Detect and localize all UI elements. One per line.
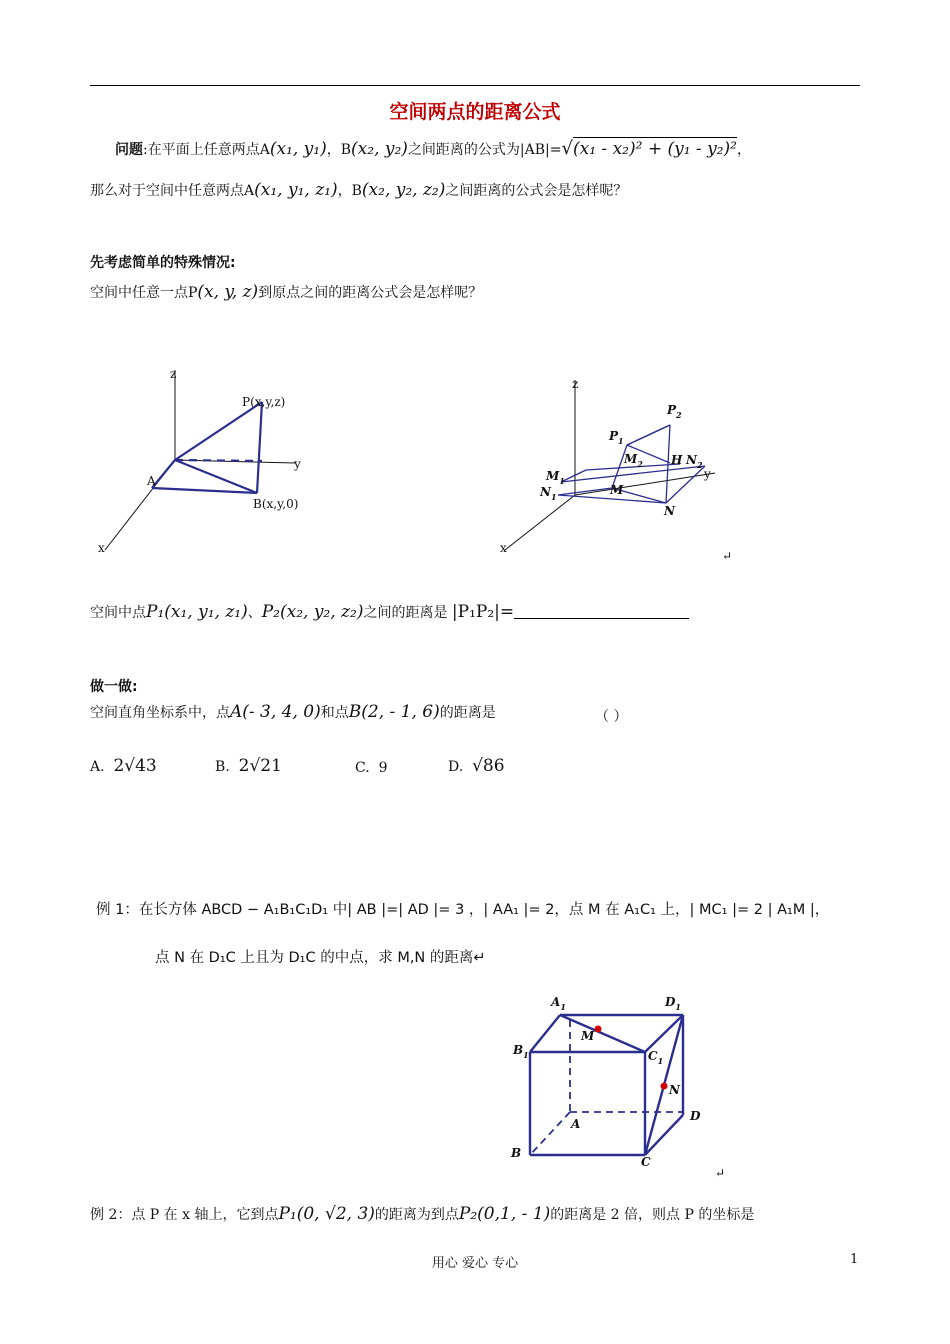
option-b [215,756,282,776]
fig1-z-label: z [170,367,177,381]
point-p2: P₂(x₂, y₂, z₂) [261,602,364,622]
sqrt-sign: √ [561,138,573,159]
special-text-1: 空间中任意一点P [90,285,198,301]
fig3-m-label: M [581,1029,595,1043]
problem-label: 问题 [115,142,143,158]
point-b-2d: (x₂, y₂) [351,139,408,159]
fig1-b-label: B(x,y,0) [253,497,299,511]
point-b-3d: (x₂, y₂, z₂) [361,180,446,200]
fig3-n-label: N [669,1083,680,1097]
figure-tetrahedron [90,360,330,560]
point-p1-example2: P₁(0, √2, 3) [278,1204,375,1224]
answer-paren: （ ） [595,709,628,725]
problem-sep-2: ，B [337,183,362,199]
option-d-value: √86 [472,756,505,776]
practice-text-3: 的距离是 [439,705,496,721]
page-title: 空间两点的距离公式 [389,101,561,123]
answer-blank [514,604,689,619]
fig1-y-label: y [294,457,301,471]
option-a-label: A. [90,759,105,775]
problem-text-2: 之间距离的公式为|AB|= [407,142,562,158]
fig2-p1-label: $P_1$ [609,429,624,446]
footer-text: 用心 爱心 专心 [431,1256,519,1271]
fig3-b1-label: $B_1$ [513,1043,529,1060]
option-a-value: 2√43 [113,756,157,776]
fig3-b-label: B [511,1146,522,1160]
fig3-d-label: D [690,1109,701,1123]
practice-heading: 做一做: [90,679,138,695]
problem-text-4: 之间距离的公式会是怎样呢？ [445,183,628,199]
fig2-n-label: N [664,504,675,518]
practice-text-2: 和点 [320,705,349,721]
problem-line-1 [115,138,751,159]
page-number: 1 [850,1252,859,1267]
distance-text-2: 之间的距离是 [363,605,448,621]
fig1-x-label: x [98,541,105,555]
point-n-marker [661,1083,668,1090]
special-question [90,282,482,302]
point-a-3d: (x₁, y₁, z₁) [254,180,338,200]
option-b-value: 2√21 [238,756,282,776]
option-d-label: D. [448,759,464,775]
fig3-c1-label: $C_1$ [648,1049,664,1066]
fig2-m1-label: $M_1$ [546,469,565,486]
option-a [90,756,157,776]
point-p1: P₁(x₁, y₁, z₁) [146,602,248,622]
example2-text-2: 的距离为到点 [374,1207,459,1223]
example2-line [90,1204,754,1224]
problem-text-3: 那么对于空间中任意两点A [90,183,255,199]
problem-text-1: :在平面上任意两点A [143,142,270,158]
fig1-p-label: P(x,y,z) [242,395,286,409]
option-c-label: C. [355,760,370,776]
fig2-h-label: H [671,453,683,467]
figure-cuboid [505,990,735,1180]
fig3-c-label: C [641,1155,651,1169]
distance-dun: 、 [247,605,262,621]
example1-line-2: 点 N 在 D₁C 上且为 D₁C 的中点，求 M,N 的距离↵ [155,950,486,966]
practice-question [90,702,496,722]
fig3-a-label: A [571,1117,581,1131]
fig2-n2-label: $N_2$ [686,453,703,470]
fig2-m2-label: $M_2$ [624,452,643,469]
problem-sep: ，B [326,142,352,158]
option-b-label: B. [215,759,230,775]
example2-text-3: 的距离是 2 倍，则点 P 的坐标是 [550,1207,755,1223]
special-text-2: 到原点之间的距离公式会是怎样呢？ [258,285,483,301]
figure-projections [490,370,750,565]
point-p2-example2: P₂(0,1, - 1) [458,1204,551,1224]
point-a-2d: (x₁, y₁) [269,139,327,159]
problem-line-2 [90,180,627,200]
option-c-value: 9 [378,760,388,776]
fig2-z-label: z [572,377,579,391]
fig1-a-label: A [147,474,156,488]
fig2-x-label: x [500,541,507,555]
point-p: (x, y, z) [197,282,259,302]
distance-formula-2d: (x₁ - x₂)² + (y₁ - y₂)² [572,139,737,159]
fig3-a1-label: $A_1$ [551,995,566,1012]
header-rule [90,85,860,86]
practice-text-1: 空间直角坐标系中，点 [90,705,230,721]
fig2-m-label: M [610,483,624,497]
fig3-d1-label: $D_1$ [665,995,681,1012]
distance-text-1: 空间中点 [90,605,146,621]
example2-text-1: 例 2：点 P 在 x 轴上，它到点 [90,1207,279,1223]
point-b-practice: B(2, - 1, 6) [348,702,440,722]
fig2-y-label: y [704,467,711,481]
option-c [355,760,388,776]
problem-end: ， [736,142,751,158]
fig2-p2-label: $P_2$ [667,403,682,420]
point-m-marker [595,1026,602,1033]
point-a-practice: A(- 3, 4, 0) [230,702,321,722]
distance-expression: |P₁P₂|= [451,602,515,622]
fig2-n1-label: $N_1$ [540,485,557,502]
distance-line [90,602,689,622]
example1-line-1: 例 1：在长方体 ABCD − A₁B₁C₁D₁ 中| AB |=| AD |= 3 ，| AA₁ |= 2，点 M 在 A₁C₁ 上，| MC₁ |= 2 | A₁M |， [96,902,830,918]
fig2-return-mark: ↵ [722,549,733,563]
special-heading: 先考虑简单的特殊情况: [90,255,236,271]
fig3-return-mark: ↵ [715,1166,726,1180]
option-d [448,756,505,776]
